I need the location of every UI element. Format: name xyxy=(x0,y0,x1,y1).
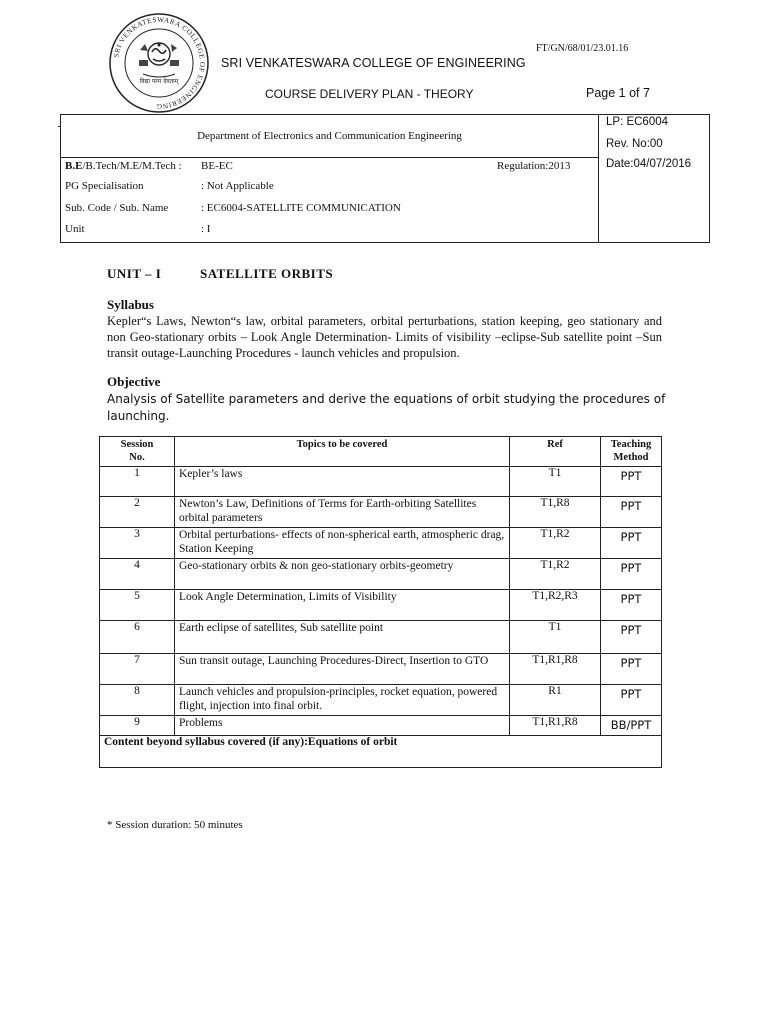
topics-table xyxy=(99,436,662,768)
college-name: SRI VENKATESWARA COLLEGE OF ENGINEERING xyxy=(221,56,526,70)
content-beyond-syllabus: Content beyond syllabus covered (if any):Equations of orbit xyxy=(100,736,662,768)
ref-cell: T1,R2 xyxy=(510,559,601,590)
revision-number: Rev. No:00 xyxy=(606,138,663,150)
ref-cell: T1,R8 xyxy=(510,497,601,528)
topic-cell: Newton’s Law, Definitions of Terms for Earth-orbiting Satellites orbital parameters xyxy=(175,497,510,528)
ref-cell: T1,R2,R3 xyxy=(510,590,601,621)
session-number: 6 xyxy=(100,621,175,654)
pg-specialisation-value: : Not Applicable xyxy=(201,180,274,192)
unit-number: UNIT – I xyxy=(107,266,162,281)
unit-label: Unit xyxy=(65,223,85,235)
table-row xyxy=(100,497,662,528)
content-beyond-row xyxy=(100,736,662,768)
topic-cell: Launch vehicles and propulsion-principles, rocket equation, powered flight, injection into final orbit. xyxy=(175,685,510,716)
info-box-row-divider xyxy=(60,157,599,158)
session-number: 7 xyxy=(100,654,175,685)
subject-label: Sub. Code / Sub. Name xyxy=(65,202,169,214)
info-box-tick xyxy=(58,126,61,127)
degree-label: B.E/B.Tech/M.E/M.Tech : xyxy=(65,160,182,172)
unit-value: : I xyxy=(201,223,211,235)
objective-heading: Objective xyxy=(107,374,161,389)
method-cell: PPT xyxy=(601,559,662,590)
method-cell: PPT xyxy=(601,467,662,497)
session-number: 9 xyxy=(100,716,175,736)
topic-cell: Earth eclipse of satellites, Sub satellite point xyxy=(175,621,510,654)
topic-cell: Look Angle Determination, Limits of Visibility xyxy=(175,590,510,621)
method-cell: PPT xyxy=(601,497,662,528)
plan-date: Date:04/07/2016 xyxy=(606,158,692,170)
topic-cell: Geo-stationary orbits & non geo-stationary orbits-geometry xyxy=(175,559,510,590)
topic-cell: Problems xyxy=(175,716,510,736)
pg-specialisation-label: PG Specialisation xyxy=(65,180,144,192)
document-code: FT/GN/68/01/23.01.16 xyxy=(536,43,629,54)
method-cell: PPT xyxy=(601,685,662,716)
college-seal-logo xyxy=(108,12,210,114)
table-row xyxy=(100,685,662,716)
table-row xyxy=(100,467,662,497)
table-row xyxy=(100,590,662,621)
ref-cell: T1 xyxy=(510,467,601,497)
unit-title: SATELLITE ORBITS xyxy=(200,266,334,281)
regulation: Regulation:2013 xyxy=(497,160,571,172)
session-duration-note: * Session duration: 50 minutes xyxy=(107,819,243,831)
session-number: 8 xyxy=(100,685,175,716)
lesson-plan-code: LP: EC6004 xyxy=(606,116,669,128)
session-number: 5 xyxy=(100,590,175,621)
page-number: Page 1 of 7 xyxy=(586,86,650,100)
session-number: 3 xyxy=(100,528,175,559)
method-cell: PPT xyxy=(601,621,662,654)
method-cell: PPT xyxy=(601,590,662,621)
degree-value: BE-EC xyxy=(201,160,233,172)
table-header-row xyxy=(100,437,662,467)
topic-cell: Kepler’s laws xyxy=(175,467,510,497)
table-row xyxy=(100,559,662,590)
header-teaching-method: Teaching Method xyxy=(601,437,662,467)
header-ref: Ref xyxy=(510,437,601,467)
method-cell: PPT xyxy=(601,654,662,685)
topic-cell: Sun transit outage, Launching Procedures-Direct, Insertion to GTO xyxy=(175,654,510,685)
plan-title: COURSE DELIVERY PLAN - THEORY xyxy=(265,87,474,101)
ref-cell: T1,R1,R8 xyxy=(510,654,601,685)
table-row xyxy=(100,716,662,736)
ref-cell: T1,R2 xyxy=(510,528,601,559)
session-number: 2 xyxy=(100,497,175,528)
ref-cell: T1 xyxy=(510,621,601,654)
ref-cell: T1,R1,R8 xyxy=(510,716,601,736)
objective-text: Analysis of Satellite parameters and derive the equations of orbit studying the procedures of launching. xyxy=(107,392,666,423)
syllabus-text: Kepler“s Laws, Newton“s law, orbital parameters, orbital perturbations, station keeping, geo stationary and non Geo-stationary orbits – Look Angle Determination- Limits of visibility –eclipse-Sub satellite point –Sun transit outage-Launching Procedures - launch vehicles and propulsion. xyxy=(107,314,662,360)
topic-cell: Orbital perturbations- effects of non-spherical earth, atmospheric drag, Station Keeping xyxy=(175,528,510,559)
table-row xyxy=(100,654,662,685)
ref-cell: R1 xyxy=(510,685,601,716)
session-number: 4 xyxy=(100,559,175,590)
header-session: Session No. xyxy=(100,437,175,467)
seal-motto: विद्या परम देवताम् xyxy=(139,78,179,85)
department-name: Department of Electronics and Communication Engineering xyxy=(197,130,462,142)
session-number: 1 xyxy=(100,467,175,497)
svg-text:SRI VENKATESWARA COLLEGE OF EN: SRI VENKATESWARA COLLEGE OF ENGINEERING xyxy=(112,15,207,111)
syllabus-heading: Syllabus xyxy=(107,297,154,312)
table-row xyxy=(100,528,662,559)
subject-value: : EC6004-SATELLITE COMMUNICATION xyxy=(201,202,401,214)
header-topics: Topics to be covered xyxy=(175,437,510,467)
method-cell: BB/PPT xyxy=(601,716,662,736)
method-cell: PPT xyxy=(601,528,662,559)
table-row xyxy=(100,621,662,654)
